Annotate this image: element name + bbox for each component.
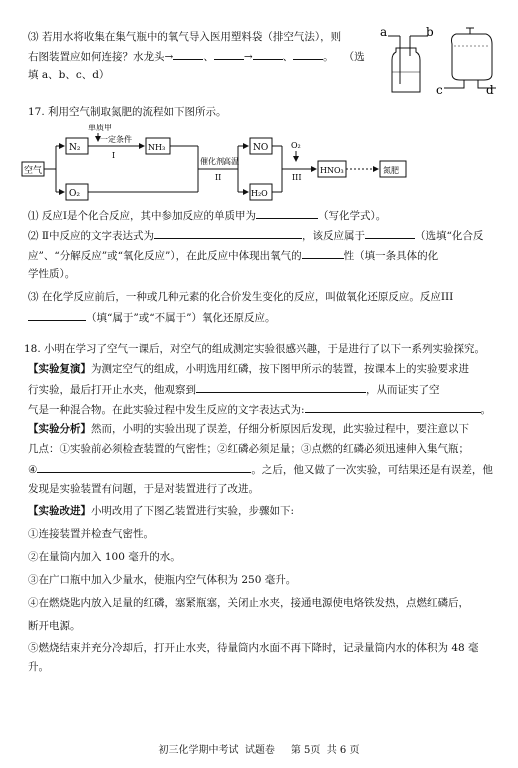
- label-o2-over: O₂: [291, 141, 301, 150]
- q17-p3-line2-text: （填“属于”或“不属于”）氧化还原反应。: [86, 312, 276, 324]
- answer-blank-q17-1[interactable]: [256, 208, 318, 219]
- label-substance-a: 单质甲: [88, 124, 112, 132]
- label-c: c: [436, 83, 443, 97]
- q17-p1-text: ⑴ 反应Ⅰ是个化合反应，其中参加反应的单质甲为: [28, 210, 256, 222]
- q18-improve-1: [28, 504, 504, 519]
- q18-analysis-1: [28, 422, 504, 437]
- answer-blank-2[interactable]: [214, 49, 244, 60]
- q18-step-4b: 断开电源。: [28, 620, 81, 632]
- q18-review-3-text: 气是一种混合物。在此实验过程中发生反应的文字表达式为:: [28, 404, 305, 416]
- node-h2o: H₂O: [251, 189, 268, 198]
- q16-3-hint: （选: [343, 51, 365, 63]
- answer-blank-q17-2[interactable]: [154, 228, 302, 239]
- q18-analysis-1-text: 然而，小明的实验出现了误差，仔细分析原因后发现，此实验过程中，要注意以下: [91, 423, 469, 435]
- footer-exam: 初三化学期中考试: [158, 745, 239, 756]
- q16-3-line3: 填 a、b、c、d）: [28, 69, 110, 81]
- node-n2: N₂: [69, 143, 81, 153]
- q18-review-2-text: 行实验，最后打开止水夹，他观察到: [28, 384, 196, 396]
- q18-step-1: ①连接装置并检查气密性。: [28, 528, 154, 540]
- q18-review-1: [28, 362, 504, 377]
- label-step2: II: [215, 173, 222, 182]
- q18-step-2: ②在量筒内加入 100 毫升的水。: [28, 551, 181, 563]
- node-o2: O₂: [69, 189, 80, 199]
- label-a: a: [380, 25, 388, 39]
- q17-p2-line3: 学性质）。: [28, 268, 76, 280]
- q18-analysis-3: [28, 462, 504, 478]
- section-header-analysis: 【实验分析】: [28, 423, 91, 435]
- nitrogen-fertilizer-flowchart: [20, 124, 420, 204]
- q18-intro: 18. 小明在学习了空气一课后，对空气的组成测定实验很感兴趣，于是进行了以下一系列实验探究。: [24, 343, 486, 355]
- q17-p2-end: （选填“化合反: [414, 230, 484, 242]
- q17-p2-text: ⑵ Ⅱ中反应的文字表达式为: [28, 230, 154, 242]
- q17-p1: [28, 208, 504, 224]
- sep: 、: [203, 51, 214, 63]
- node-nh3: NH₃: [148, 143, 166, 152]
- q18-analysis-3-num: ④: [28, 464, 38, 476]
- q17-p2-line2-text: 应”、“分解反应”或“氧化反应”），在此反应中体现出氧气的: [28, 250, 302, 262]
- answer-blank-q18-2[interactable]: [305, 402, 481, 413]
- q18-review-3: [28, 402, 504, 418]
- q18-step-4a: ④在燃烧匙内放入足量的红磷，塞紧瓶塞，关闭止水夹，接通电源使电烙铁发热，点燃红磷后，: [28, 597, 469, 609]
- label-high-temp: 高温: [223, 157, 239, 166]
- sep: 。: [323, 51, 334, 63]
- q18-review-1-text: 为测定空气的组成，小明选用红磷，按下图甲所示的装置，按课本上的实验要求进: [91, 363, 469, 375]
- answer-blank-4[interactable]: [293, 49, 323, 60]
- answer-blank-q17-5[interactable]: [28, 310, 86, 321]
- footer-total: 共 6 页: [326, 745, 360, 756]
- q18-review-2: [28, 382, 504, 398]
- q16-3-prompt: 右图装置应如何连接？水龙头→: [28, 51, 174, 63]
- node-no: NO: [253, 143, 269, 153]
- q17-p3-line1: ⑶ 在化学反应前后，一种或几种元素的化合价发生变化的反应，叫做氧化还原反应。反应III: [28, 291, 454, 303]
- q17-p1-end: （写化学式）。: [318, 210, 387, 222]
- q17-p2-line2: [28, 248, 504, 264]
- node-air: 空气: [24, 166, 43, 176]
- section-header-improve: 【实验改进】: [28, 505, 91, 517]
- q17-p2-mid: ，该反应属于: [301, 230, 365, 242]
- q18-review-3-end: 。: [480, 404, 492, 416]
- answer-blank-1[interactable]: [173, 49, 203, 60]
- q18-step-5a: ⑤燃烧结束并充分冷却后，打开止水夹，待量筒内水面不再下降时，记录量筒内水的体积为 48 毫: [28, 642, 479, 654]
- node-hno3: HNO₃: [320, 166, 344, 175]
- q17-p2: [28, 228, 504, 244]
- sep: 、: [282, 51, 294, 63]
- answer-blank-3[interactable]: [253, 49, 283, 60]
- q18-step-5b: 升。: [28, 661, 49, 673]
- answer-blank-q18-1[interactable]: [196, 382, 366, 393]
- gas-bottle-apparatus-figure: [378, 22, 508, 100]
- label-step3: III: [292, 173, 302, 182]
- footer-page: 第 5页: [290, 745, 321, 756]
- label-b: b: [426, 25, 434, 39]
- label-condition: 一定条件: [100, 135, 132, 144]
- section-header-review: 【实验复演】: [28, 363, 91, 375]
- q18-improve-1-text: 小明改用了下图乙装置进行实验，步骤如下:: [91, 505, 295, 517]
- q18-analysis-3-text: 。之后，他又做了一次实验，可结果还是有误差，他: [251, 464, 493, 476]
- answer-blank-q17-4[interactable]: [302, 248, 344, 259]
- label-step1: I: [112, 151, 116, 160]
- q18-analysis-4: 发现是实验装置有问题，于是对装置进行了改进。: [28, 483, 259, 495]
- answer-blank-q17-3[interactable]: [365, 228, 415, 239]
- node-fertilizer: 氮肥: [383, 166, 399, 175]
- sep: →: [243, 51, 253, 63]
- q18-analysis-2: 几点：①实验前必须检查装置的气密性；②红磷必须足量；③点燃的红磷必须迅速伸入集气瓶；: [28, 443, 469, 455]
- page-footer: [0, 741, 518, 756]
- q17-p2-line2-end: 性（填一条具体的化: [343, 250, 439, 262]
- q17-p3-line2: [28, 310, 504, 326]
- q18-step-3: ③在广口瓶中加入少量水，使瓶内空气体积为 250 毫升。: [28, 574, 297, 586]
- label-catalyst: 催化剂: [200, 157, 224, 166]
- answer-blank-q18-3[interactable]: [37, 462, 251, 473]
- q16-3-line1: ⑶ 若用水将收集在集气瓶中的氧气导入医用塑料袋（排空气法），则: [28, 31, 342, 43]
- label-d: d: [486, 83, 494, 97]
- footer-paper: 试题卷: [244, 745, 275, 756]
- q18-review-2-end: ，从而证实了空: [366, 384, 440, 396]
- q17-title: 17. 利用空气制取氮肥的流程如下图所示。: [28, 106, 227, 118]
